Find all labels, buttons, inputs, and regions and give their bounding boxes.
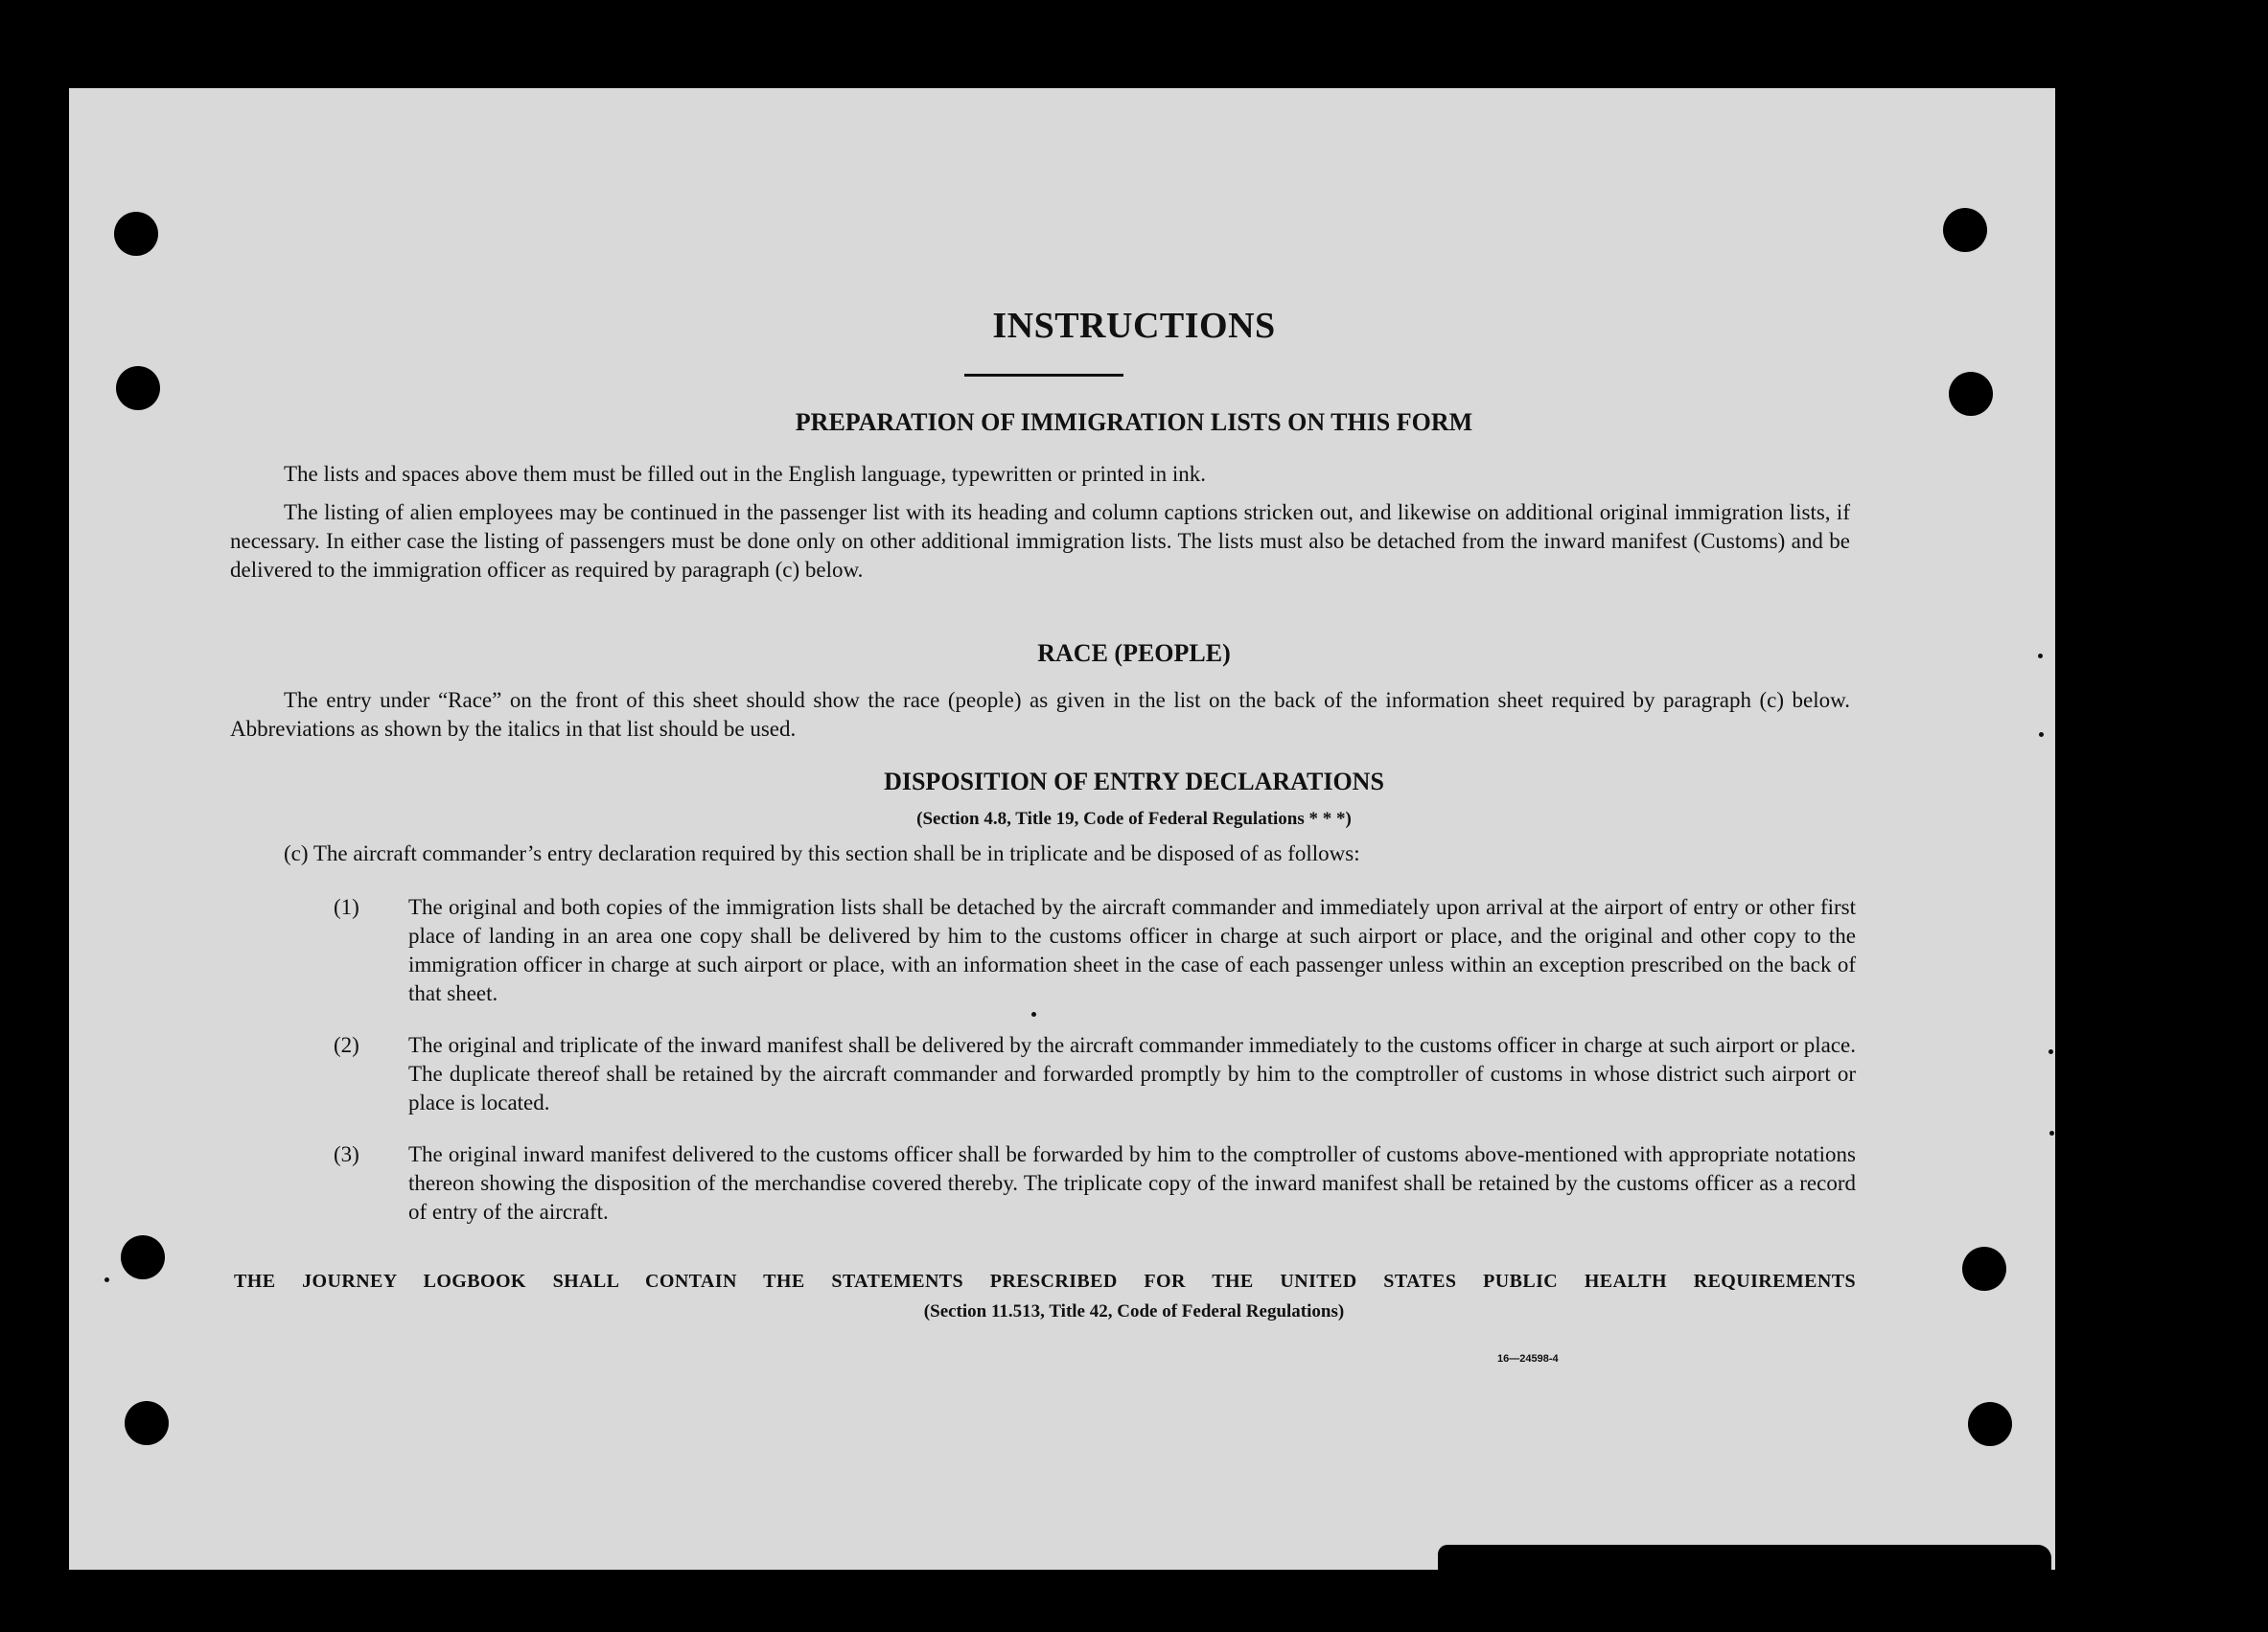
disposition-heading: DISPOSITION OF ENTRY DECLARATIONS: [884, 768, 1384, 795]
immigration-paragraph-2: The listing of alien employees may be continued in the passenger list with its heading and column captions stricken out, and likewise on additional original immigration lists, if necessary. In either case the listing of passengers must be done only on other additional immigration lists. The lists must also be detached from the inward manifest (Customs) and be delivered to the immigration officer as required by paragraph (c) below.: [230, 500, 1850, 582]
race-paragraph: The entry under “Race” on the front of this sheet should show the race (people) as given in the list on the back of the information sheet required by paragraph (c) below. Abbreviations as shown by the italics in that list should be used.: [230, 688, 1850, 741]
item-number: (3): [334, 1142, 359, 1166]
title-divider: [964, 374, 1123, 377]
immigration-paragraph-1: The lists and spaces above them must be filled out in the English language, typewritten or printed in ink.: [284, 462, 1206, 486]
disposition-item-1: [334, 893, 1856, 1008]
item-number: (1): [334, 895, 359, 919]
punch-hole-right-1: [1943, 208, 1987, 252]
footer-statement: THE JOURNEY LOGBOOK SHALL CONTAIN THE STATEMENTS PRESCRIBED FOR THE UNITED STATES PUBLIC HEALTH REQUIREMENTS: [234, 1271, 1856, 1292]
disposition-item-2: [334, 1031, 1856, 1117]
item-text: The original and triplicate of the inward manifest shall be delivered by the aircraft commander immediately to the customs officer in charge at such airport or place. The duplicate thereof shall be retained by the aircraft commander and forwarded promptly by him to the comptroller of customs in whose district such airport or place is located.: [408, 1033, 1856, 1115]
ink-speck: [2049, 1131, 2054, 1136]
document-title: INSTRUCTIONS: [992, 306, 1276, 346]
punch-hole-left-2: [116, 366, 160, 410]
punch-hole-right-3: [1962, 1247, 2006, 1291]
race-heading: RACE (PEOPLE): [1037, 639, 1231, 667]
punch-hole-left-1: [114, 212, 158, 256]
disposition-intro: (c) The aircraft commander’s entry declaration required by this section shall be in triplicate and be disposed of as follows:: [284, 841, 1360, 865]
item-text: The original inward manifest delivered to the customs officer shall be forwarded by him to the comptroller of customs above-mentioned with appropriate notations thereon showing the disposition of the merchandise covered thereby. The triplicate copy of the inward manifest shall be retained by the customs officer as a record of entry of the aircraft.: [408, 1142, 1856, 1224]
punch-hole-right-4: [1968, 1402, 2012, 1446]
footer-reference: (Section 11.513, Title 42, Code of Federal Regulations): [923, 1301, 1345, 1322]
ink-speck: [104, 1277, 109, 1282]
disposition-reference: (Section 4.8, Title 19, Code of Federal Regulations * * *): [916, 809, 1352, 829]
item-number: (2): [334, 1033, 359, 1057]
ink-speck: [2039, 732, 2044, 737]
immigration-heading: PREPARATION OF IMMIGRATION LISTS ON THIS FORM: [795, 408, 1473, 436]
punch-hole-left-3: [121, 1235, 165, 1279]
disposition-item-3: [334, 1140, 1856, 1227]
ink-speck: [2048, 1049, 2053, 1054]
punch-hole-left-4: [125, 1401, 169, 1445]
item-text: The original and both copies of the immigration lists shall be detached by the aircraft commander and immediately upon arrival at the airport of entry or other first place of landing in an area one copy shall be delivered by him to the customs officer in charge at such airport or place, and the original and other copy to the immigration officer in charge at such airport or place, with an information sheet in the case of each passenger unless within an exception prescribed on the back of that sheet.: [408, 895, 1856, 1005]
ink-speck: [1031, 1012, 1036, 1017]
torn-edge: [1438, 1545, 2051, 1579]
form-number: 16—24598-4: [1497, 1353, 1559, 1365]
